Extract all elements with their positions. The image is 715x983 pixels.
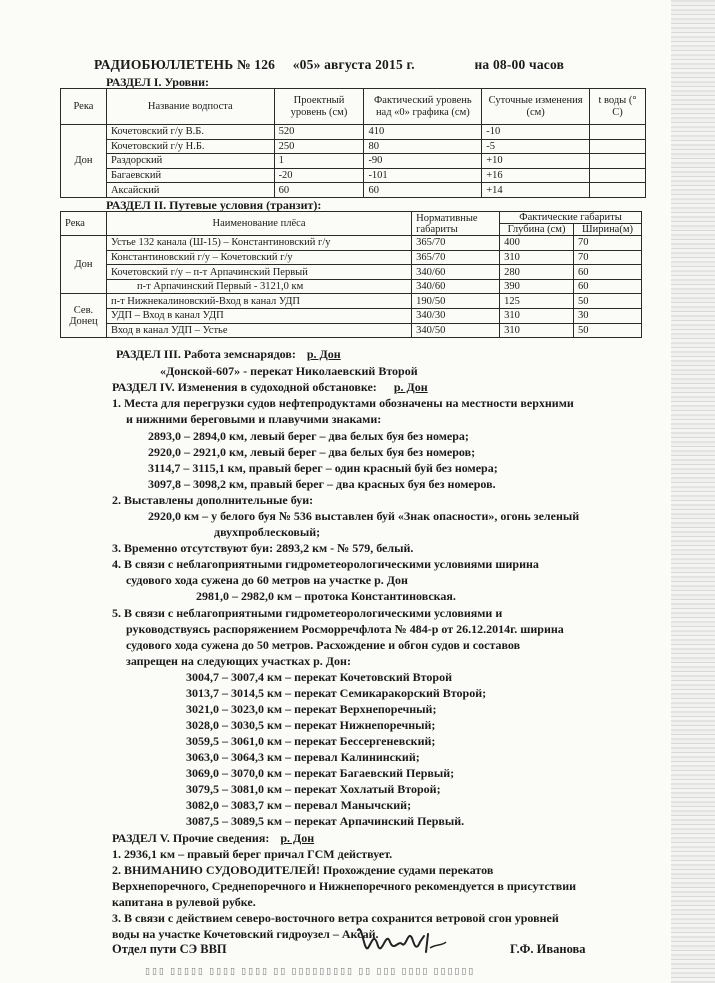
s4-p4b: судового хода сужена до 60 метров на участке р. Дон	[126, 573, 408, 587]
section4-heading: РАЗДЕЛ IV. Изменения в судоходной обстановке:	[112, 380, 377, 394]
s4-p1-item: 2920,0 – 2921,0 км, левый берег – два белых буя без номеров;	[148, 445, 476, 459]
s4-p5-item: 3059,5 – 3061,0 км – перекат Бессергеневский;	[186, 734, 436, 748]
section4-river: р. Дон	[393, 380, 428, 394]
section5-river: р. Дон	[280, 831, 315, 845]
table-row	[61, 279, 642, 294]
post-cell: Багаевский	[106, 168, 274, 183]
s4-p3: 3. Временно отсутствуют буи: 2893,2 км - № 579, белый.	[112, 541, 414, 555]
change-cell: +16	[482, 168, 590, 183]
s4-p1-item: 2893,0 – 2894,0 км, левый берег – два белых буя без номера;	[148, 429, 469, 443]
route-depth-cell: 125	[500, 294, 574, 309]
levels-table	[60, 88, 646, 198]
route-width-cell: 60	[573, 279, 641, 294]
s4-p5-item: 3013,7 – 3014,5 км – перекат Семикаракорский Второй;	[186, 686, 487, 700]
temp-cell	[590, 183, 646, 198]
s5-i3b: воды на участке Кочетовский гидроузел – Аксай.	[112, 927, 379, 941]
design-cell: 520	[274, 125, 364, 140]
actual-cell: 410	[364, 125, 482, 140]
table-row	[61, 168, 646, 183]
s4-p2a: 2920,0 км – у белого буя № 536 выставлен буй «Знак опасности», огонь зеленый	[148, 509, 580, 523]
title-number: РАДИОБЮЛЛЕТЕНЬ № 126	[94, 57, 276, 72]
design-cell: 250	[274, 139, 364, 154]
change-cell: -10	[482, 125, 590, 140]
s4-p4c: 2981,0 – 2982,0 км – протока Константиновская.	[196, 589, 456, 603]
actual-cell: 60	[364, 183, 482, 198]
design-cell: -20	[274, 168, 364, 183]
post-cell: Раздорский	[106, 154, 274, 169]
section5-heading: РАЗДЕЛ V. Прочие сведения:	[112, 831, 270, 845]
table-row	[61, 250, 642, 265]
section3-river: р. Дон	[306, 347, 341, 361]
route-col-fact: Фактические габариты	[500, 212, 642, 224]
route-name-cell: п-т Арпачинский Первый - 3121,0 км	[106, 279, 411, 294]
s4-p5-item: 3082,0 – 3083,7 км – перевал Манычский;	[186, 798, 412, 812]
levels-col-change: Суточные изменения (см)	[482, 89, 590, 125]
bulletin-title	[94, 57, 574, 73]
s4-p5-item: 3028,0 – 3030,5 км – перекат Нижнепоречный;	[186, 718, 436, 732]
route-depth-cell: 390	[500, 279, 574, 294]
s4-p1-item: 3097,8 – 3098,2 км, правый берег – два красных буя без номеров.	[148, 477, 496, 491]
s4-p4a: 4. В связи с неблагоприятными гидрометеорологическими условиями ширина	[112, 557, 539, 571]
change-cell: +10	[482, 154, 590, 169]
change-cell: +14	[482, 183, 590, 198]
levels-col-design: Проектный уровень (см)	[274, 89, 364, 125]
scan-edge-artifact	[671, 0, 715, 983]
design-cell: 60	[274, 183, 364, 198]
route-table	[60, 211, 642, 338]
post-cell: Аксайский	[106, 183, 274, 198]
s4-p5b: руководствуясь распоряжением Росморречфлота № 484-р от 26.12.2014г. ширина	[126, 622, 564, 636]
levels-col-post: Название водпоста	[106, 89, 274, 125]
s5-i1: 1. 2936,1 км – правый берег причал ГСМ действует.	[112, 847, 393, 861]
route-norm-cell: 365/70	[412, 250, 500, 265]
footer-department: Отдел пути СЭ ВВП	[112, 942, 227, 956]
table-row	[61, 309, 642, 324]
route-depth-cell: 310	[500, 323, 574, 338]
route-norm-cell: 340/30	[412, 309, 500, 324]
route-width-cell: 60	[573, 265, 641, 280]
temp-cell	[590, 125, 646, 140]
route-width-cell: 30	[573, 309, 641, 324]
title-date: «05» августа 2015 г.	[292, 57, 415, 72]
table-row	[61, 139, 646, 154]
post-cell: Кочетовский г/у Н.Б.	[106, 139, 274, 154]
s4-p5-item: 3087,5 – 3089,5 км – перекат Арпачинский Первый.	[186, 814, 465, 828]
route-depth-cell: 280	[500, 265, 574, 280]
table-row	[61, 294, 642, 309]
s4-p5-item: 3063,0 – 3064,3 км – перевал Калининский;	[186, 750, 420, 764]
section3-heading: РАЗДЕЛ III. Работа земснарядов:	[116, 347, 296, 361]
levels-col-river: Река	[61, 89, 107, 125]
s4-p5-item: 3021,0 – 3023,0 км – перекат Верхнепоречный;	[186, 702, 437, 716]
route-name-cell: Константиновский г/у – Кочетовский г/у	[106, 250, 411, 265]
table-row	[61, 265, 642, 280]
s5-i2b: Верхнепоречного, Среднепоречного и Нижнепоречного рекомендуется в присутствии	[112, 879, 577, 893]
footer-signatory: Г.Ф. Иванова	[510, 942, 586, 956]
route-depth-cell: 400	[500, 236, 574, 251]
temp-cell	[590, 154, 646, 169]
table-row	[61, 154, 646, 169]
actual-cell: 80	[364, 139, 482, 154]
route-norm-cell: 340/60	[412, 265, 500, 280]
route-name-cell: Вход в канал УДП – Устье	[106, 323, 411, 338]
section3-line	[116, 348, 341, 360]
section5-line	[112, 832, 314, 844]
title-time: на 08-00 часов	[474, 57, 565, 72]
route-col-river: Река	[61, 212, 107, 236]
route-name-cell: УДП – Вход в канал УДП	[106, 309, 411, 324]
route-width-cell: 50	[573, 294, 641, 309]
s4-p2b: двухпроблесковый;	[214, 525, 321, 539]
s4-p5d: запрещен на следующих участках р. Дон:	[126, 654, 351, 668]
s5-i3a: 3. В связи с действием северо-восточного ветра сохранится ветровой сгон уровней	[112, 911, 559, 925]
s5-i2a: 2. ВНИМАНИЮ СУДОВОДИТЕЛЕЙ! Прохождение судами перекатов	[112, 863, 494, 877]
route-name-cell: п-т Нижнекалиновский-Вход в канал УДП	[106, 294, 411, 309]
change-cell: -5	[482, 139, 590, 154]
s4-p1-item: 3114,7 – 3115,1 км, правый берег – один красный буй без номера;	[148, 461, 498, 475]
route-name-cell: Кочетовский г/у – п-т Арпачинский Первый	[106, 265, 411, 280]
temp-cell	[590, 168, 646, 183]
s4-p5a: 5. В связи с неблагоприятными гидрометеорологическими условиями и	[112, 606, 503, 620]
s4-p2: 2. Выставлены дополнительные буи:	[112, 493, 314, 507]
temp-cell	[590, 139, 646, 154]
section3-dredger: «Донской-607» - перекат Николаевский Второй	[160, 364, 418, 378]
route-norm-cell: 190/50	[412, 294, 500, 309]
s4-p5-item: 3004,7 – 3007,4 км – перекат Кочетовский Второй	[186, 670, 452, 684]
levels-river-cell: Дон	[61, 125, 107, 198]
s4-p1a: 1. Места для перегрузки судов нефтепродуктами обозначены на местности верхними	[112, 396, 574, 410]
route-width-cell: 70	[573, 236, 641, 251]
s4-p5-item: 3079,5 – 3081,0 км – перекат Хохлатый Второй;	[186, 782, 441, 796]
post-cell: Кочетовский г/у В.Б.	[106, 125, 274, 140]
design-cell: 1	[274, 154, 364, 169]
route-width-cell: 70	[573, 250, 641, 265]
route-norm-cell: 340/50	[412, 323, 500, 338]
signature-icon	[350, 922, 450, 962]
table-row	[61, 125, 646, 140]
route-col-width: Ширина(м)	[573, 224, 641, 236]
route-river-cell: Сев. Донец	[61, 294, 107, 338]
route-width-cell: 50	[573, 323, 641, 338]
route-norm-cell: 340/60	[412, 279, 500, 294]
levels-col-actual: Фактический уровень над «0» графика (см)	[364, 89, 482, 125]
actual-cell: -90	[364, 154, 482, 169]
route-norm-cell: 365/70	[412, 236, 500, 251]
s4-p5-item: 3069,0 – 3070,0 км – перекат Багаевский Первый;	[186, 766, 455, 780]
fax-header-strip: ▯▯▯ ▯▯▯▯▯ ▯▯▯▯ ▯▯▯▯ ▯▯ ▯▯▯▯▯▯▯▯▯ ▯▯ ▯▯▯ ▯▯▯▯ ▯▯▯▯▯▯	[145, 967, 476, 977]
section2-heading: РАЗДЕЛ II. Путевые условия (транзит):	[106, 198, 322, 212]
route-depth-cell: 310	[500, 250, 574, 265]
s4-p5c: судового хода сужена до 50 метров. Расхождение и обгон судов и составов	[126, 638, 521, 652]
actual-cell: -101	[364, 168, 482, 183]
route-col-norm: Нормативные габариты	[412, 212, 500, 236]
route-depth-cell: 310	[500, 309, 574, 324]
route-col-name: Наименование плёса	[106, 212, 411, 236]
table-row	[61, 236, 642, 251]
table-row	[61, 323, 642, 338]
table-row	[61, 183, 646, 198]
section1-heading: РАЗДЕЛ I. Уровни:	[106, 75, 209, 89]
route-river-cell: Дон	[61, 236, 107, 294]
s4-p1b: и нижними береговыми и плавучими знаками:	[126, 412, 382, 426]
s5-i2c: капитана в рулевой рубке.	[112, 895, 256, 909]
route-col-depth: Глубина (см)	[500, 224, 574, 236]
route-name-cell: Устье 132 канала (Ш-15) – Константиновский г/у	[106, 236, 411, 251]
section4-line	[112, 381, 428, 393]
levels-col-temp: t воды (° С)	[590, 89, 646, 125]
